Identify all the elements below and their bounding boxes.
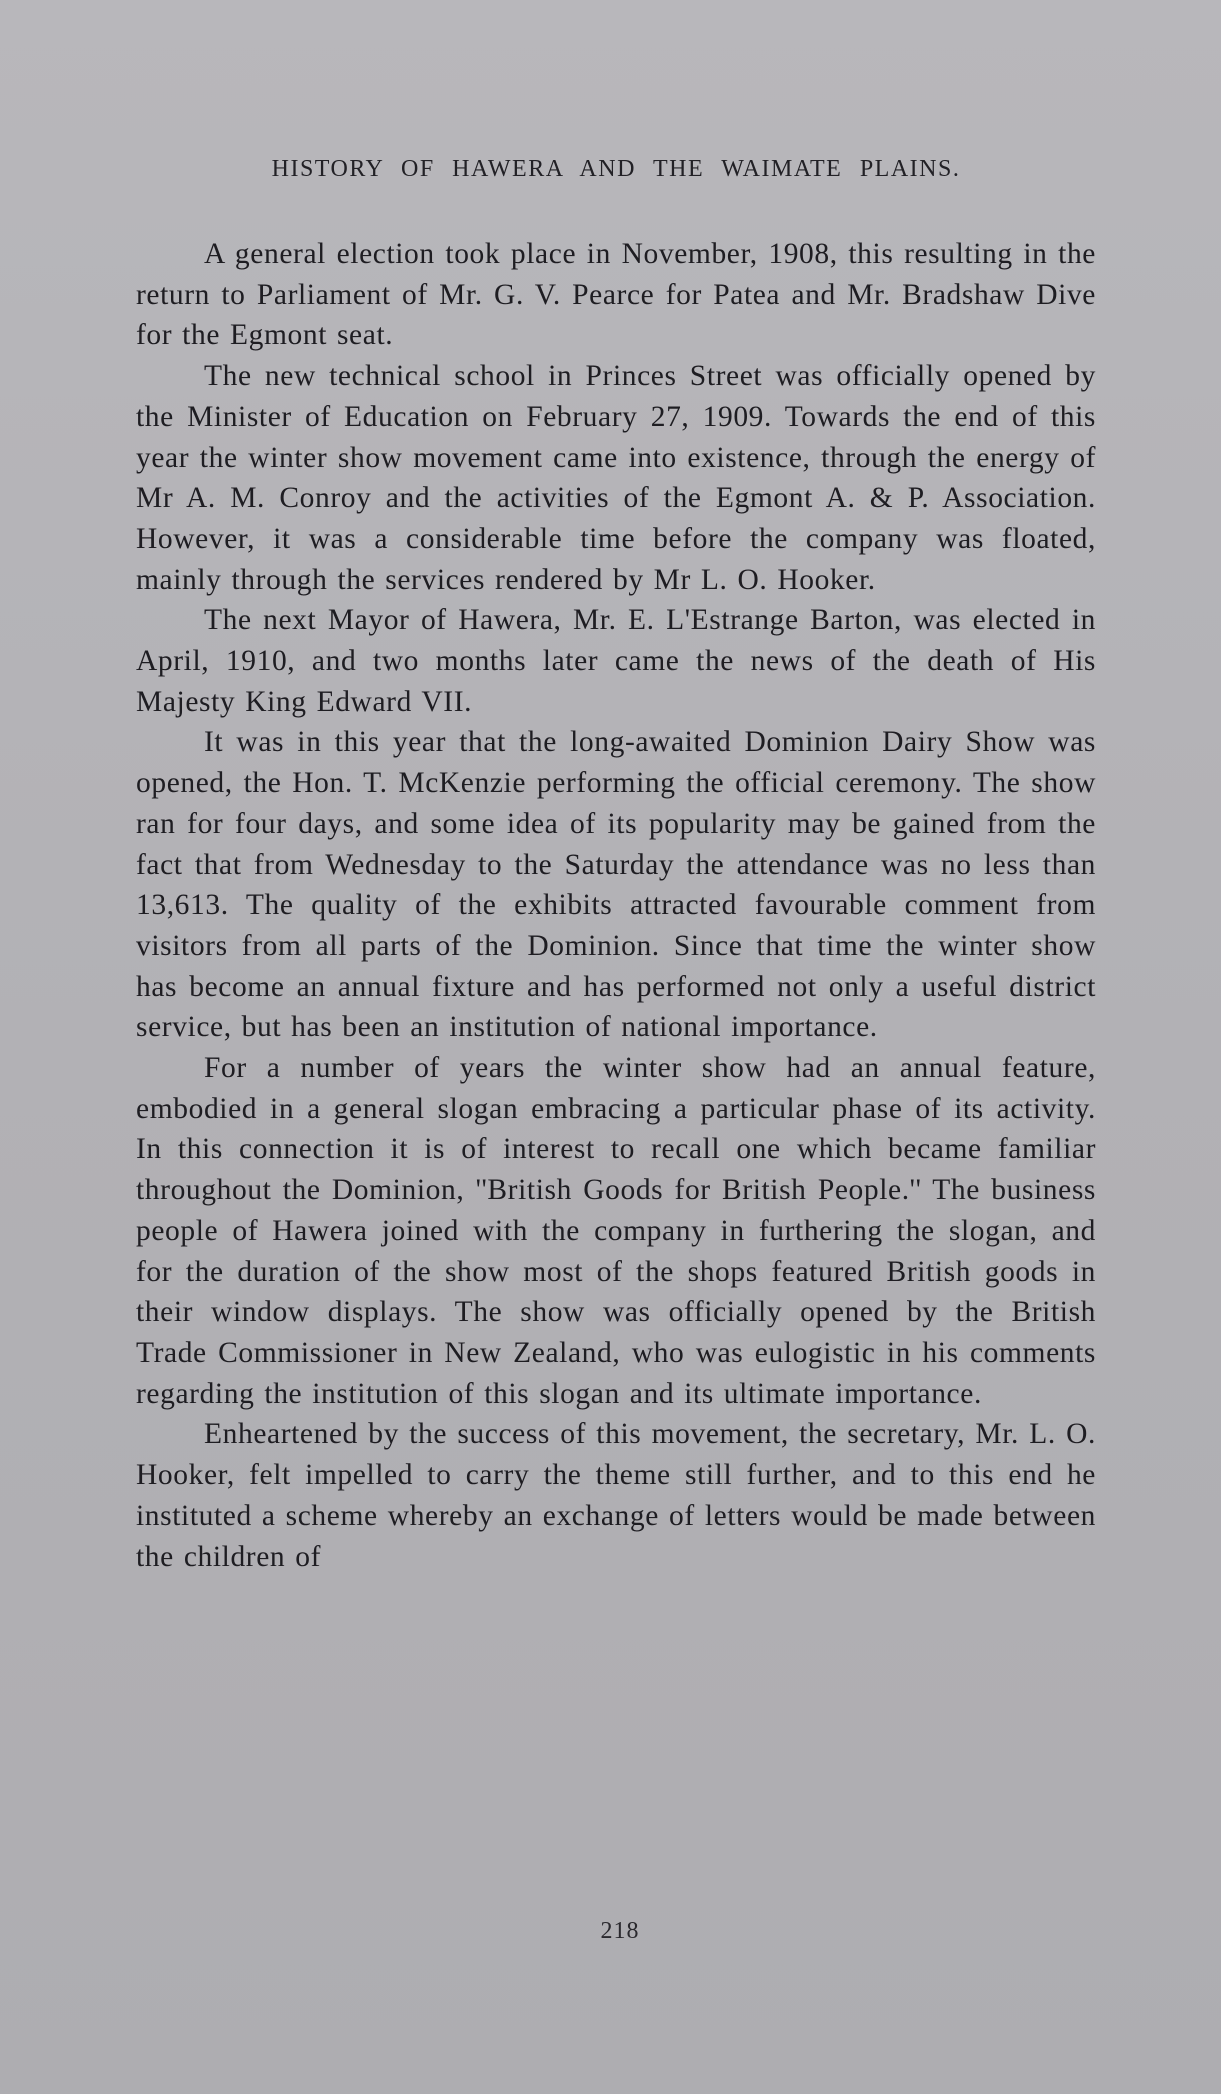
paragraph-technical-school: The new technical school in Princes Street was officially opened by the Minister of Education on February 27, 1909. Towards the end of this year the winter show movement came into existence, through the energy of Mr A. M. Conroy and the activities of the Egmont A. & P. Association. However, it was a considerable time before the company was floated, mainly through the services rendered by Mr L. O. Hooker. (136, 360, 1096, 596)
page-number: 218 (600, 1918, 640, 1944)
paragraph-letter-exchange: Enheartened by the success of this movement, the secretary, Mr. L. O. Hooker, felt impelled to carry the theme still further, and to this end he instituted a scheme whereby an exchange of letters would be made between the children of (136, 1418, 1096, 1573)
paragraph-mayor-barton: The next Mayor of Hawera, Mr. E. L'Estrange Barton, was elected in April, 1910, and two months later came the news of the death of His Majesty King Edward VII. (136, 604, 1096, 718)
paragraph-general-election: A general election took place in November, 1908, this resulting in the return to Parliament of Mr. G. V. Pearce for Patea and Mr. Bradshaw Dive for the Egmont seat. (136, 238, 1096, 352)
body-text (136, 234, 1096, 1577)
paragraph-dairy-show: It was in this year that the long-awaited Dominion Dairy Show was opened, the Hon. T. McKenzie performing the official ceremony. The show ran for four days, and some idea of its popularity may be gained from the fact that from Wednesday to the Saturday the attendance was no less than 13,613. The quality of the exhibits attracted favourable comment from visitors from all parts of the Dominion. Since that time the winter show has become an annual fixture and has performed not only a useful district service, but has been an institution of national importance. (136, 726, 1096, 1044)
running-head: HISTORY OF HAWERA AND THE WAIMATE PLAINS. (271, 156, 961, 182)
paragraph-british-goods: For a number of years the winter show had an annual feature, embodied in a general slogan embracing a particular phase of its activity. In this connection it is of interest to recall one which became familiar throughout the Dominion, ''British Goods for British People.'' The business people of Hawera joined with the company in furthering the slogan, and for the duration of the show most of the shops featured British goods in their window displays. The show was officially opened by the British Trade Commissioner in New Zealand, who was eulogistic in his comments regarding the institution of this slogan and its ultimate importance. (136, 1052, 1096, 1410)
